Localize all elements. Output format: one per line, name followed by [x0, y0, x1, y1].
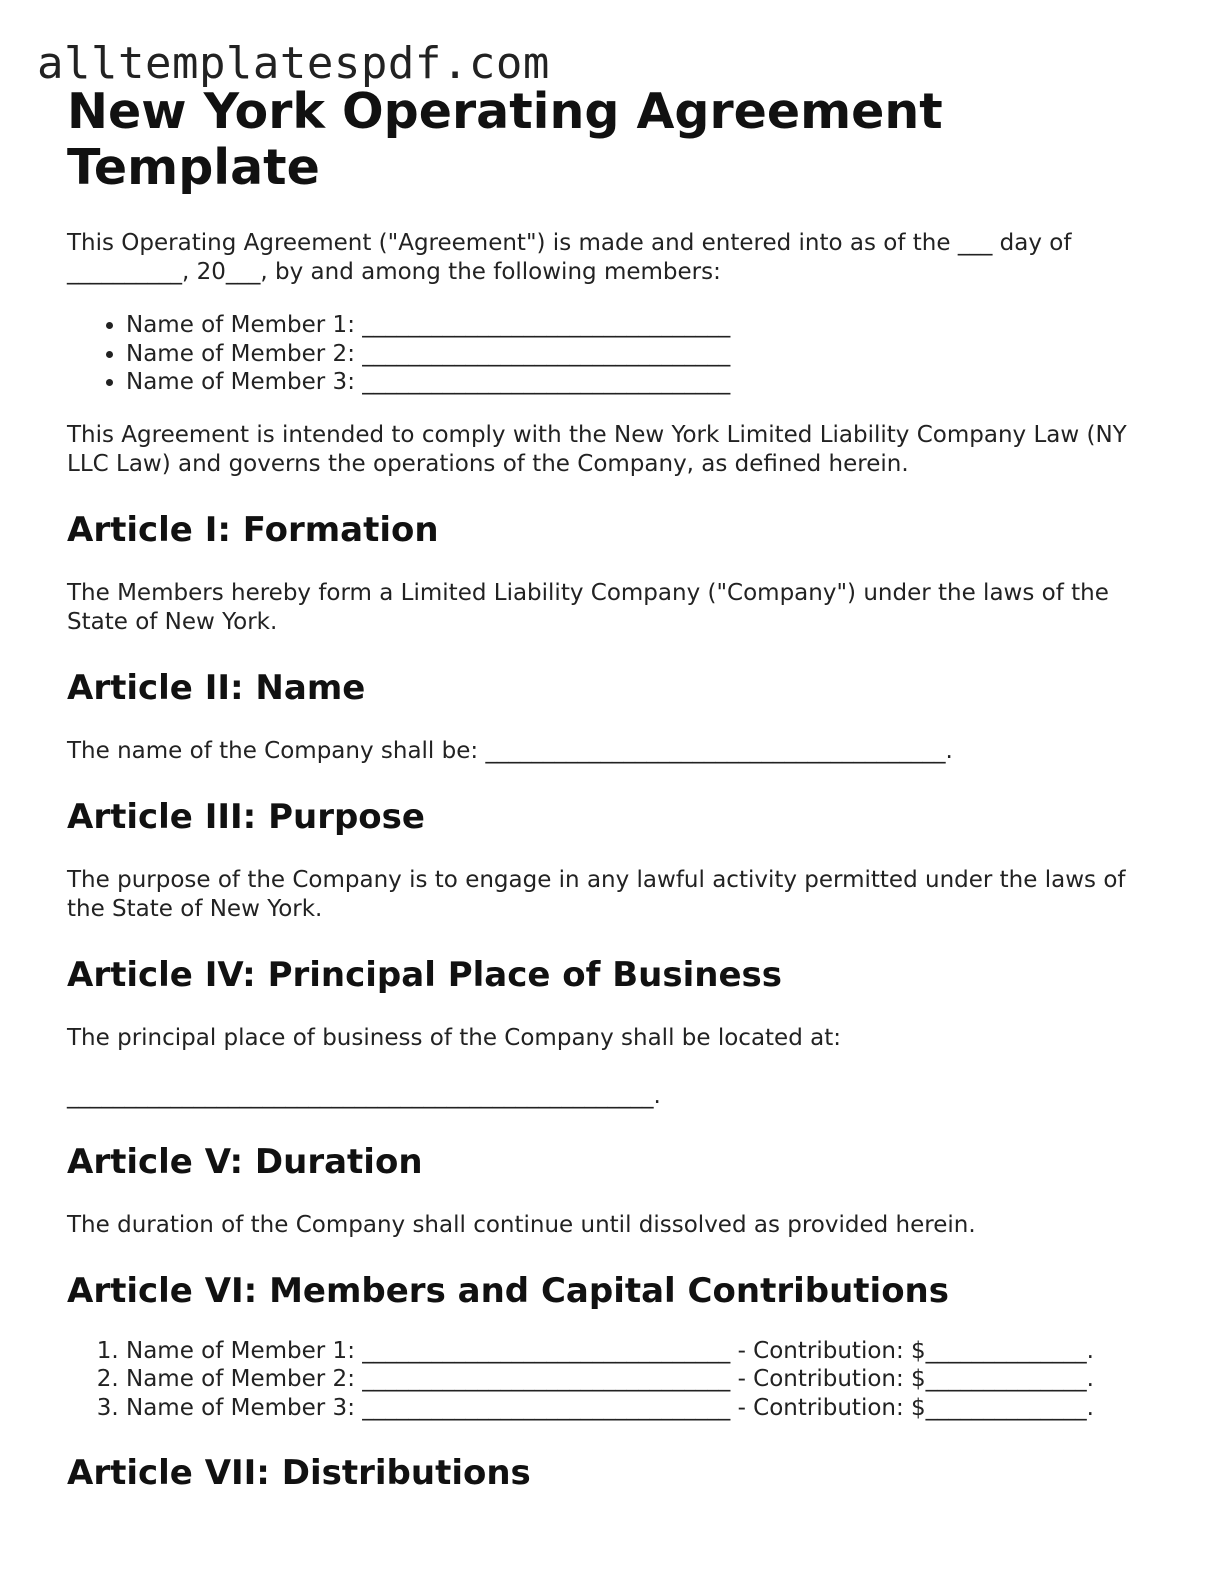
article-place-text: The principal place of business of the Company shall be located at: [67, 1024, 841, 1051]
article-name-heading: Article II: Name [67, 667, 366, 708]
article-place-heading: Article IV: Principal Place of Business [67, 954, 782, 995]
article-capital-heading: Article VI: Members and Capital Contributions [67, 1270, 949, 1311]
article-purpose-text: The purpose of the Company is to engage in any lawful activity permitted under the laws of the State of New York. [67, 866, 1126, 922]
list-item: • Name of Member 1: ________________________________ [126, 311, 1167, 340]
list-item: 1. Name of Member 1: ________________________________ - Contribution: $______________. [126, 1337, 1167, 1366]
contribution-list [67, 1337, 1167, 1423]
list-item: • Name of Member 3: ________________________________ [126, 368, 1167, 397]
list-item: 2. Name of Member 2: ________________________________ - Contribution: $______________. [126, 1365, 1167, 1394]
document-title: New York Operating Agreement Template [67, 83, 943, 196]
article-formation-heading: Article I: Formation [67, 509, 439, 550]
member-list [67, 311, 1167, 397]
article-distributions-heading: Article VII: Distributions [67, 1453, 531, 1493]
article-duration-text: The duration of the Company shall continue until dissolved as provided herein. [67, 1211, 976, 1238]
article-name-text: The name of the Company shall be: ________________________________________. [67, 737, 953, 764]
article-formation-text: The Members hereby form a Limited Liability Company ("Company") under the laws of the State of New York. [67, 579, 1109, 635]
watermark: alltemplatespdf.com [37, 38, 550, 89]
list-item: • Name of Member 2: ________________________________ [126, 340, 1167, 369]
article-purpose-heading: Article III: Purpose [67, 796, 425, 837]
compliance-paragraph: This Agreement is intended to comply with the New York Limited Liability Company Law (NY LLC Law) and governs the operations of the Company, as defined herein. [67, 421, 1127, 477]
article-place-blank: ___________________________________________________. [67, 1082, 661, 1109]
intro-paragraph: This Operating Agreement ("Agreement") is made and entered into as of the ___ day of __________, 20___, by and among the following members: [67, 230, 1072, 285]
document-body [67, 84, 1167, 1495]
article-duration-heading: Article V: Duration [67, 1141, 423, 1182]
list-item: 3. Name of Member 3: ________________________________ - Contribution: $______________. [126, 1394, 1167, 1423]
